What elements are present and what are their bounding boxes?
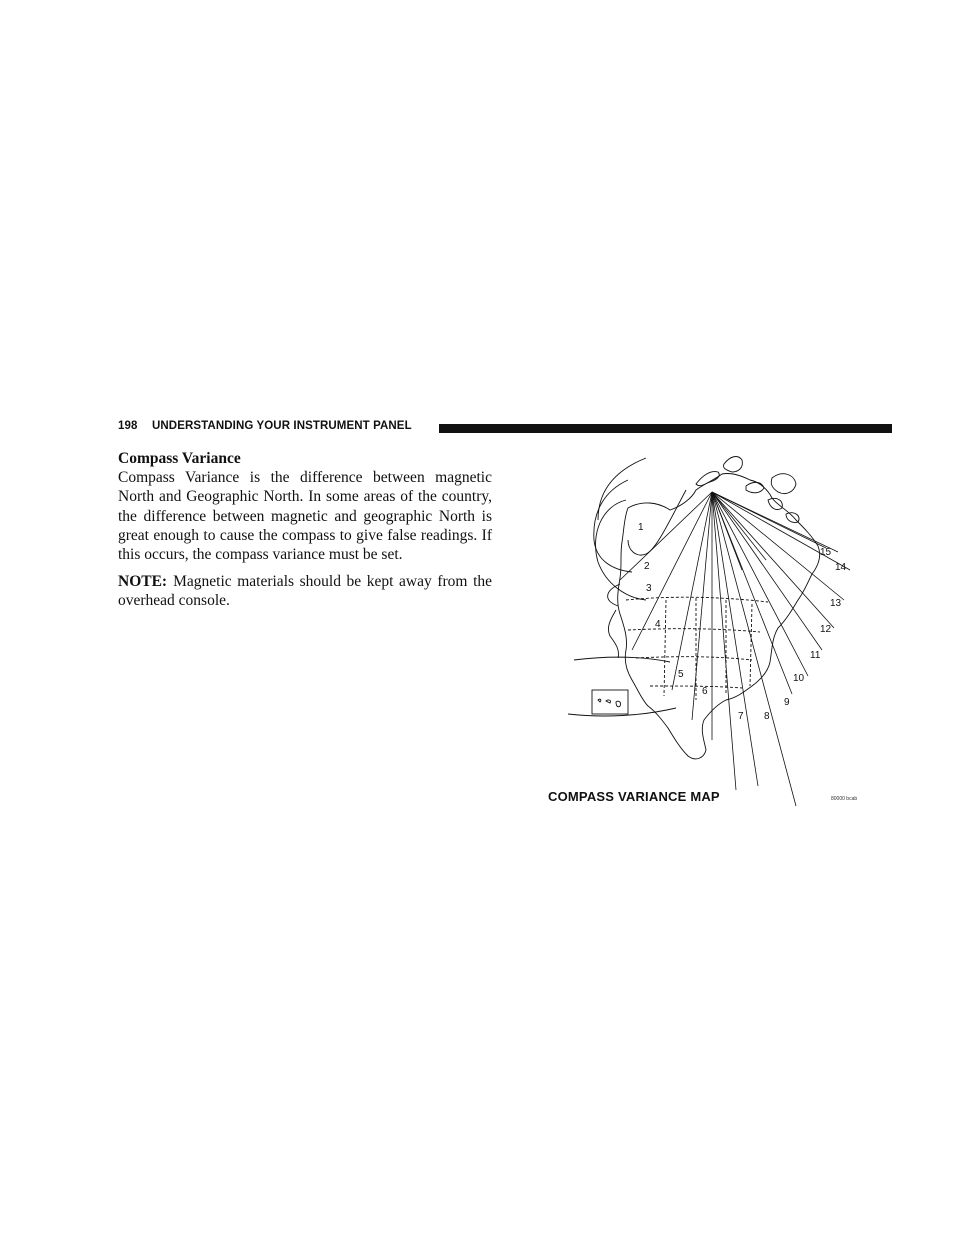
section-heading: Compass Variance [118, 450, 241, 467]
body-text [118, 449, 492, 611]
page-header [118, 420, 892, 436]
zone-labels [638, 522, 847, 722]
figure-caption: COMPASS VARIANCE MAP [548, 789, 720, 804]
section-paragraph: Compass Variance is the difference between magnetic North and Geographic North. In some areas of the country, the difference between magnetic and geographic North is great enough to cause the compass to give false readings. If this occurs, the compass variance must be set. [118, 469, 492, 564]
zone-label: 11 [810, 650, 821, 661]
zone-label: 5 [678, 669, 684, 680]
zone-label: 7 [738, 711, 744, 722]
map-illustration [546, 450, 866, 812]
note-text: Magnetic materials should be kept away from the overhead console. [118, 573, 492, 610]
zone-label: 13 [830, 598, 842, 609]
header-rule [439, 424, 892, 433]
zone-label: 2 [644, 561, 650, 572]
zone-label: 1 [638, 522, 644, 533]
zone-label: 14 [835, 562, 847, 573]
isogonic-lines [620, 492, 850, 806]
zone-label: 8 [764, 711, 770, 722]
zone-label: 9 [784, 697, 790, 708]
note [118, 572, 492, 610]
zone-label: 15 [820, 547, 832, 558]
zone-label: 3 [646, 583, 652, 594]
note-label: NOTE: [118, 573, 168, 591]
zone-label: 6 [702, 686, 708, 697]
figure-code: 80000 bcab [831, 796, 858, 802]
zone-label: 10 [793, 673, 805, 684]
chapter-title: UNDERSTANDING YOUR INSTRUMENT PANEL [152, 420, 412, 432]
page-number: 198 [118, 420, 138, 432]
zone-label: 4 [655, 619, 661, 630]
zone-label: 12 [820, 624, 832, 635]
compass-variance-map [546, 450, 866, 812]
